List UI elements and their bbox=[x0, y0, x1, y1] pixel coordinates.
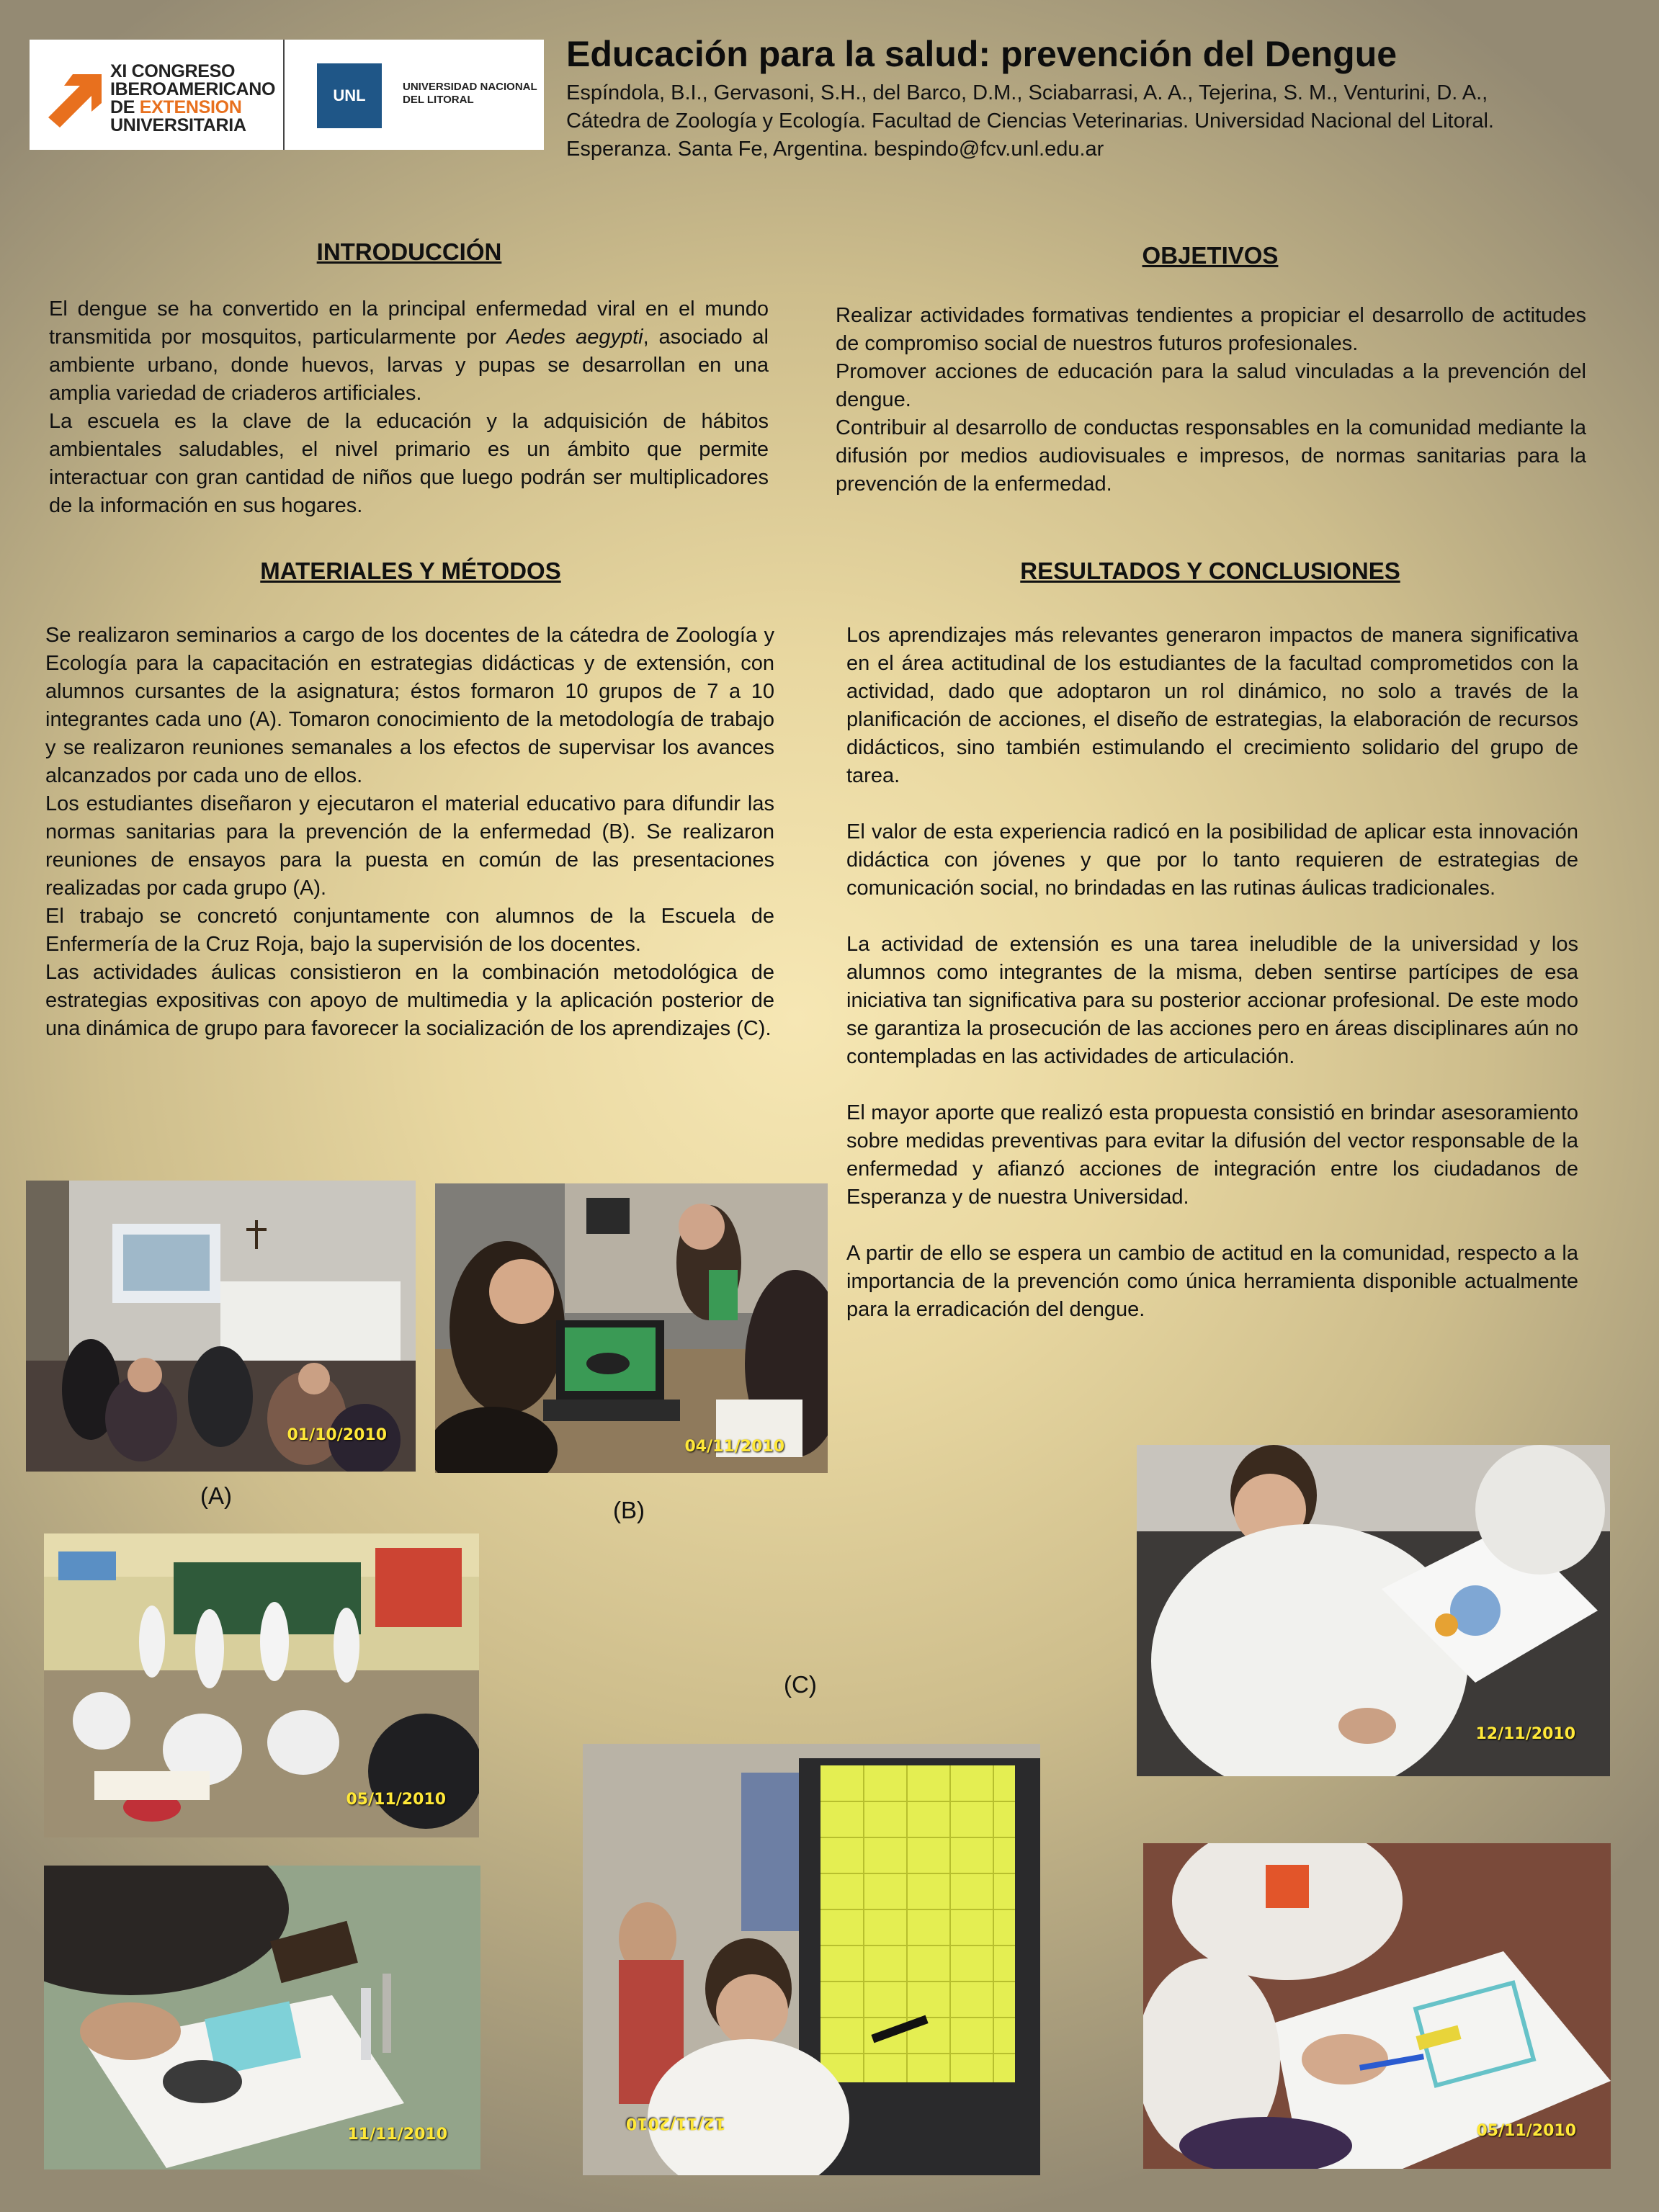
materiales-paragraph-4: Las actividades áulicas consistieron en la combinación metodológica de estrategias expositivas con apoyo de multimedia y la aplicación posterior de una dinámica de grupo para favorecer la socialización de los aprendizajes (C). bbox=[45, 961, 774, 1040]
objetivos-heading: OBJETIVOS bbox=[1142, 242, 1279, 269]
photo-a-seminar bbox=[26, 1181, 416, 1472]
objetivo-1: Realizar actividades formativas tendientes a propiciar el desarrollo de actitudes de compromiso social de nuestros futuros profesionales. bbox=[836, 304, 1586, 355]
materiales-body bbox=[45, 622, 774, 1043]
resultados-paragraph-5: A partir de ello se espera un cambio de actitud en la comunidad, respecto a la importancia de la prevención como única herramienta disponible actualmente para la erradicación del dengue. bbox=[846, 1242, 1578, 1321]
congress-logo-banner bbox=[30, 40, 544, 150]
affiliation-line: Cátedra de Zoología y Ecología. Facultad de Ciencias Veterinarias. Universidad Nacional del Litoral. bbox=[566, 109, 1494, 133]
authors-line: Espíndola, B.I., Gervasoni, S.H., del Barco, D.M., Sciabarrasi, A. A., Tejerina, S. M., Venturini, D. A., bbox=[566, 81, 1488, 104]
location-email-line: Esperanza. Santa Fe, Argentina. bespindo@fcv.unl.edu.ar bbox=[566, 138, 1104, 161]
photo-date-stamp: 04/11/2010 bbox=[684, 1438, 784, 1456]
photo-c-word-search-board bbox=[583, 1744, 1040, 2175]
logo-divider bbox=[283, 40, 285, 150]
materiales-paragraph-2: Los estudiantes diseñaron y ejecutaron el material educativo para difundir las normas sanitarias para la prevención de la enfermedad (B). Se realizaron reuniones de ensayos para la puesta en común de las presentaciones realizadas por cada grupo (A). bbox=[45, 792, 774, 900]
photo-b-students-laptop bbox=[435, 1183, 828, 1473]
congress-logo-text: XI CONGRESO IBEROAMERICANO DE EXTENSION UNIVERSITARIA bbox=[110, 61, 276, 135]
caption-b: (B) bbox=[613, 1497, 645, 1523]
unl-logo-badge: UNL bbox=[317, 63, 382, 128]
caption-c: (C) bbox=[784, 1671, 817, 1698]
objetivo-3: Contribuir al desarrollo de conductas responsables en la comunidad mediante la difusión por medios audiovisuales e impresos, de normas sanitarias para la prevención de la enfermedad. bbox=[836, 416, 1586, 496]
resultados-body bbox=[846, 622, 1578, 1324]
species-name: Aedes aegypti bbox=[506, 326, 643, 349]
caption-a: (A) bbox=[200, 1482, 232, 1509]
photo-c-activity-sheet bbox=[44, 1866, 480, 2170]
objetivos-body bbox=[836, 302, 1586, 498]
resultados-heading: RESULTADOS Y CONCLUSIONES bbox=[1020, 558, 1400, 584]
photo-date-stamp: 05/11/2010 bbox=[346, 1791, 446, 1809]
photo-date-stamp: 12/11/2010 bbox=[626, 2114, 726, 2132]
resultados-paragraph-3: La actividad de extensión es una tarea ineludible de la universidad y los alumnos como integrantes de la misma, deben sentirse partícipes de esa iniciativa tan significativa para su posterior accionar profesional. De este modo se garantiza la prosecución de las acciones pero en áreas disciplinares aún no contempladas en las actividades de articulación. bbox=[846, 933, 1578, 1068]
intro-paragraph-1: El dengue se ha convertido en la principal enfermedad viral en el mundo transmitida por mosquitos, particularmente por Aedes aegypti, asociado al ambiente urbano, donde huevos, larvas y pupas se desarrollan en una amplia variedad de criaderos artificiales. bbox=[49, 297, 769, 405]
materiales-heading: MATERIALES Y MÉTODOS bbox=[260, 558, 561, 584]
materiales-paragraph-1: Se realizaron seminarios a cargo de los docentes de la cátedra de Zoología y Ecología para la capacitación en estrategias didácticas y de extensión, con alumnos cursantes de la asignatura; éstos formaron 10 grupos de 7 a 10 integrantes cada uno (A). Tomaron conocimiento de la metodología de trabajo y se realizaron reuniones semanales a los efectos de supervisar los avances alcanzados por cada uno de ellos. bbox=[45, 624, 774, 787]
objetivo-2: Promover acciones de educación para la salud vinculadas a la prevención del dengue. bbox=[836, 360, 1586, 411]
resultados-paragraph-2: El valor de esta experiencia radicó en la posibilidad de aplicar esta innovación didáctica con jóvenes y que por lo tanto requieren de estrategias de comunicación social, no brindadas en las rutinas áulicas tradicionales. bbox=[846, 820, 1578, 900]
unl-logo-text: UNIVERSIDAD NACIONAL DEL LITORAL bbox=[403, 81, 537, 106]
arrow-logo-icon bbox=[35, 54, 115, 133]
photo-date-stamp: 01/10/2010 bbox=[287, 1426, 387, 1444]
photo-date-stamp: 11/11/2010 bbox=[347, 2126, 447, 2144]
introduccion-body bbox=[49, 295, 769, 520]
poster-title: Educación para la salud: prevención del Dengue bbox=[566, 34, 1398, 74]
intro-paragraph-2: La escuela es la clave de la educación y la adquisición de hábitos ambientales saludables, el nivel primario es un ámbito que permite interactuar con gran cantidad de niños que luego podrán ser multiplicadores de la información en sus hogares. bbox=[49, 410, 769, 517]
resultados-paragraph-4: El mayor aporte que realizó esta propuesta consistió en brindar asesoramiento sobre medidas preventivas para evitar la difusión del vector responsable de la enfermedad y afianzó acciones de integración entre los ciudadanos de Esperanza y de nuestra Universidad. bbox=[846, 1101, 1578, 1209]
photo-c-child-worksheet bbox=[1143, 1843, 1611, 2169]
introduccion-heading: INTRODUCCIÓN bbox=[316, 238, 502, 265]
resultados-paragraph-1: Los aprendizajes más relevantes generaron impactos de manera significativa en el área actitudinal de los estudiantes de la facultad comprometidos con la actividad, dado que adoptaron un rol dinámico, no solo a través de la planificación de acciones, el diseño de estrategias, la elaboración de recursos didácticos, sino también estimulando el crecimiento solidario del grupo de tarea. bbox=[846, 624, 1578, 787]
photo-c-boy-leaflet bbox=[1137, 1445, 1610, 1776]
authors-affiliation bbox=[566, 79, 1632, 164]
photo-c-classroom bbox=[44, 1533, 479, 1837]
materiales-paragraph-3: El trabajo se concretó conjuntamente con alumnos de la Escuela de Enfermería de la Cruz Roja, bajo la supervisión de los docentes. bbox=[45, 905, 774, 956]
photo-date-stamp: 12/11/2010 bbox=[1475, 1725, 1575, 1743]
photo-date-stamp: 05/11/2010 bbox=[1476, 2122, 1576, 2140]
